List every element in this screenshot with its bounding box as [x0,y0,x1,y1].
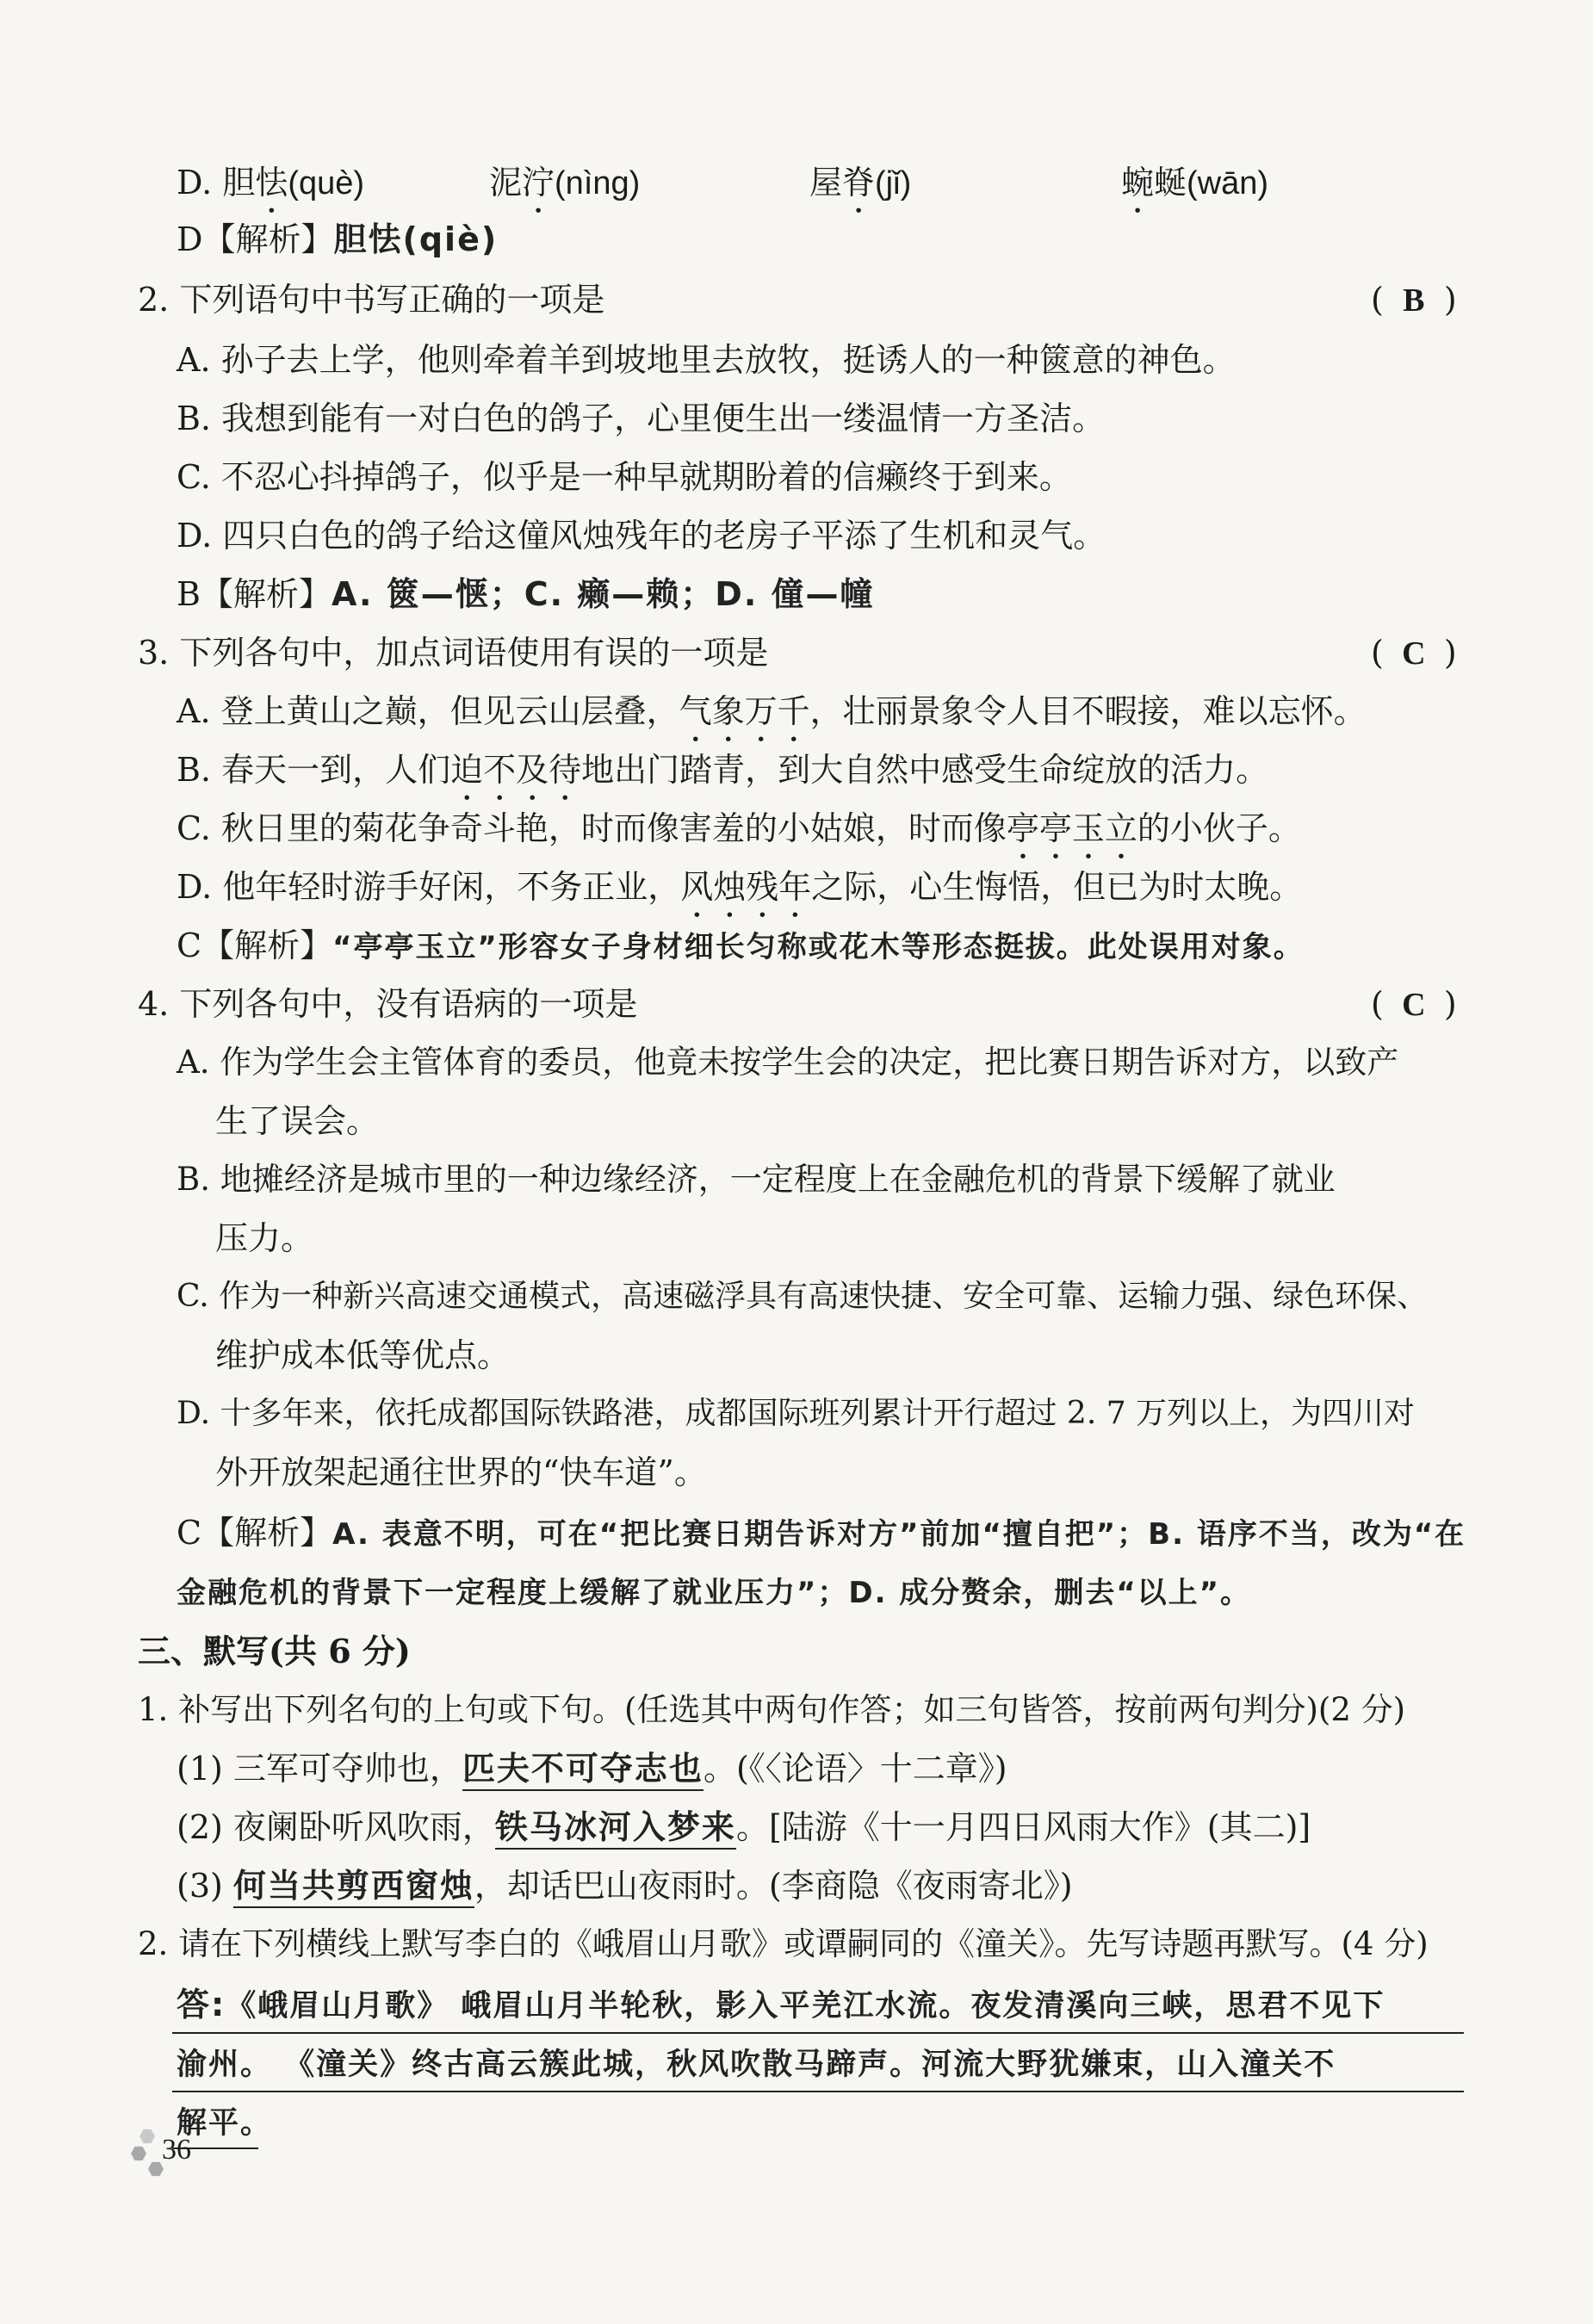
q4-option-b-line2: 压力。 [215,1219,314,1257]
q4-option-d-line2: 外开放架起通往世界的“快车道”。 [215,1453,707,1491]
section3-q1-item-2: (2) 夜阑卧听风吹雨，铁马冰河入梦来。[陆游《十一月四日风雨大作》(其二)] [177,1805,1311,1850]
q4-analysis-line1: C【解析】A. 表意不明，可在“把比赛日期告诉对方”前加“擅自把”；B. 语序不当，改为“在 [177,1514,1466,1552]
q4-option-a-line1: A. 作为学生会主管体育的委员，他竟未按学生会的决定，把比赛日期告诉对方，以致产 [177,1044,1399,1081]
q3-option-a: A. 登上黄山之巅，但见云山层叠，气象万千，壮丽景象令人目不暇接，难以忘怀。 [177,692,1367,730]
section3-q2-answer-line1: 答:《峨眉山月歌》 峨眉山月半轮秋，影入平羌江水流。夜发清溪向三峡，思君不见下 [177,1986,1385,2023]
q4-answer-paren: ( C ) [1371,985,1457,1023]
q1-option-d-item-4: 蜿蜒(wān) [1121,164,1269,201]
decor-hex-icon [139,2129,155,2144]
section3-q2-stem: 2. 请在下列横线上默写李白的《峨眉山月歌》或谭嗣同的《潼关》。先写诗题再默写。(4 分) [138,1925,1429,1962]
page-number: 36 [162,2134,191,2166]
section3-q1-stem: 1. 补写出下列名句的上句或下句。(任选其中两句作答；如三句皆答，按前两句判分)(2 分) [138,1691,1406,1728]
section3-title: 三、默写(共 6 分) [138,1632,411,1670]
q4-stem: 4. 下列各句中，没有语病的一项是 [138,985,638,1023]
q1-option-d-item-1: D. 胆怯(què) [177,164,365,201]
q3-option-b: B. 春天一到，人们迫不及待地出门踏青，到大自然中感受生命绽放的活力。 [177,751,1269,789]
section3-q1-item-3: (3) 何当共剪西窗烛，却话巴山夜雨时。(李商隐《夜雨寄北》) [177,1863,1073,1908]
section3-q2-answer-line3: 解平。 [177,2106,273,2141]
q4-option-c-line1: C. 作为一种新兴高速交通模式，高速磁浮具有高速快捷、安全可靠、运输力强、绿色环保、 [177,1279,1429,1314]
decor-hex-icon [131,2146,146,2161]
q4-option-a-line2: 生了误会。 [215,1102,380,1140]
q4-option-c-line2: 维护成本低等优点。 [215,1336,511,1374]
q3-analysis: C【解析】“亭亭玉立”形容女子身材细长匀称或花木等形态挺拔。此处误用对象。 [177,927,1305,964]
q2-stem: 2. 下列语句中书写正确的一项是 [138,281,605,319]
q2-option-b: B. 我想到能有一对白色的鸽子，心里便生出一缕温情一方圣洁。 [177,400,1106,437]
q2-option-a: A. 孙子去上学，他则牵着羊到坡地里去放牧，挺诱人的一种篋意的神色。 [177,341,1236,379]
q4-analysis-line2: 金融危机的背景下一定程度上缓解了就业压力”；D. 成分赘余，删去“以上”。 [177,1576,1252,1610]
q2-option-d: D. 四只白色的鸽子给这僮风烛残年的老房子平添了生机和灵气。 [177,517,1106,555]
q3-stem: 3. 下列各句中，加点词语使用有误的一项是 [138,634,769,672]
q4-option-d-line1: D. 十多年来，依托成都国际铁路港，成都国际班列累计开行超过 2. 7 万列以上，为四川对 [177,1396,1416,1431]
section3-q2-answer-line2: 渝州。 《潼关》终古高云簇此城，秋风吹散马蹄声。河流大野犹嫌束，山入潼关不 [177,2048,1336,2082]
q1-option-d-item-2: 泥泞(nìng) [489,164,641,201]
q3-option-d: D. 他年轻时游手好闲，不务正业，风烛残年之际，心生悔悟，但已为时太晚。 [177,868,1303,906]
q3-answer-paren: ( C ) [1371,634,1457,672]
q2-option-c: C. 不忍心抖掉鸽子，似乎是一种早就期盼着的信癞终于到来。 [177,458,1072,496]
answer-blank-line-1 [172,2032,1464,2034]
q3-option-c: C. 秋日里的菊花争奇斗艳，时而像害羞的小姑娘，时而像亭亭玉立的小伙子。 [177,809,1301,847]
q2-answer-paren: ( B ) [1371,281,1457,319]
answer-blank-line-2 [172,2091,1464,2092]
section3-q1-item-1: (1) 三军可夺帅也，匹夫不可夺志也。(《〈论语〉十二章》) [177,1746,1007,1791]
q2-analysis: B【解析】A. 篋—惬；C. 癞—赖；D. 僮—幢 [177,575,875,613]
q1-option-d-item-3: 屋脊(jǐ) [809,164,912,201]
q4-option-b-line1: B. 地摊经济是城市里的一种边缘经济，一定程度上在金融危机的背景下缓解了就业 [177,1161,1336,1198]
q1-analysis: D【解析】胆怯(qiè) [177,220,499,258]
